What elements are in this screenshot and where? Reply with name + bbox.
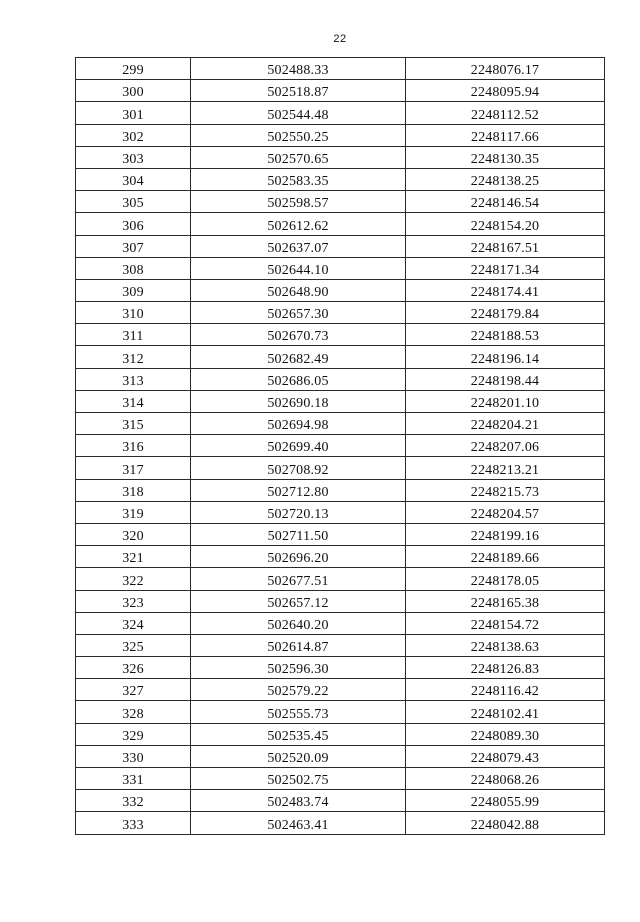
- x-coordinate-cell: 502696.20: [191, 546, 406, 568]
- point-number-cell: 313: [76, 368, 191, 390]
- point-number-cell: 332: [76, 790, 191, 812]
- y-coordinate-cell: 2248116.42: [406, 679, 605, 701]
- table-row: [76, 745, 605, 767]
- point-number-cell: 310: [76, 302, 191, 324]
- table-row: [76, 257, 605, 279]
- y-coordinate-cell: 2248154.72: [406, 612, 605, 634]
- table-row: [76, 58, 605, 80]
- x-coordinate-cell: 502637.07: [191, 235, 406, 257]
- y-coordinate-cell: 2248068.26: [406, 768, 605, 790]
- x-coordinate-cell: 502544.48: [191, 102, 406, 124]
- y-coordinate-cell: 2248154.20: [406, 213, 605, 235]
- point-number-cell: 322: [76, 568, 191, 590]
- table-row: [76, 235, 605, 257]
- table-row: [76, 390, 605, 412]
- y-coordinate-cell: 2248055.99: [406, 790, 605, 812]
- x-coordinate-cell: 502657.12: [191, 590, 406, 612]
- point-number-cell: 331: [76, 768, 191, 790]
- table-row: [76, 457, 605, 479]
- table-row: [76, 80, 605, 102]
- table-row: [76, 568, 605, 590]
- table-row: [76, 146, 605, 168]
- x-coordinate-cell: 502535.45: [191, 723, 406, 745]
- point-number-cell: 315: [76, 413, 191, 435]
- x-coordinate-cell: 502596.30: [191, 657, 406, 679]
- table-row: [76, 435, 605, 457]
- x-coordinate-cell: 502612.62: [191, 213, 406, 235]
- table-row: [76, 612, 605, 634]
- x-coordinate-cell: 502708.92: [191, 457, 406, 479]
- x-coordinate-cell: 502640.20: [191, 612, 406, 634]
- point-number-cell: 311: [76, 324, 191, 346]
- table-row: [76, 191, 605, 213]
- point-number-cell: 327: [76, 679, 191, 701]
- y-coordinate-cell: 2248213.21: [406, 457, 605, 479]
- point-number-cell: 330: [76, 745, 191, 767]
- table-row: [76, 413, 605, 435]
- table-row: [76, 324, 605, 346]
- x-coordinate-cell: 502579.22: [191, 679, 406, 701]
- y-coordinate-cell: 2248196.14: [406, 346, 605, 368]
- table-row: [76, 790, 605, 812]
- table-row: [76, 723, 605, 745]
- table-row: [76, 279, 605, 301]
- x-coordinate-cell: 502644.10: [191, 257, 406, 279]
- y-coordinate-cell: 2248138.25: [406, 168, 605, 190]
- x-coordinate-cell: 502670.73: [191, 324, 406, 346]
- y-coordinate-cell: 2248204.57: [406, 501, 605, 523]
- x-coordinate-cell: 502690.18: [191, 390, 406, 412]
- table-row: [76, 701, 605, 723]
- y-coordinate-cell: 2248165.38: [406, 590, 605, 612]
- point-number-cell: 303: [76, 146, 191, 168]
- x-coordinate-cell: 502518.87: [191, 80, 406, 102]
- point-number-cell: 319: [76, 501, 191, 523]
- x-coordinate-cell: 502502.75: [191, 768, 406, 790]
- table-row: [76, 590, 605, 612]
- y-coordinate-cell: 2248189.66: [406, 546, 605, 568]
- x-coordinate-cell: 502677.51: [191, 568, 406, 590]
- y-coordinate-cell: 2248198.44: [406, 368, 605, 390]
- table-row: [76, 657, 605, 679]
- table-row: [76, 679, 605, 701]
- coordinate-table-body: [76, 58, 605, 835]
- y-coordinate-cell: 2248171.34: [406, 257, 605, 279]
- x-coordinate-cell: 502555.73: [191, 701, 406, 723]
- y-coordinate-cell: 2248146.54: [406, 191, 605, 213]
- point-number-cell: 323: [76, 590, 191, 612]
- page-number: 22: [333, 33, 347, 45]
- x-coordinate-cell: 502598.57: [191, 191, 406, 213]
- table-row: [76, 546, 605, 568]
- point-number-cell: 333: [76, 812, 191, 835]
- table-row: [76, 302, 605, 324]
- x-coordinate-cell: 502657.30: [191, 302, 406, 324]
- point-number-cell: 308: [76, 257, 191, 279]
- point-number-cell: 302: [76, 124, 191, 146]
- y-coordinate-cell: 2248042.88: [406, 812, 605, 835]
- table-row: [76, 368, 605, 390]
- y-coordinate-cell: 2248179.84: [406, 302, 605, 324]
- table-row: [76, 102, 605, 124]
- x-coordinate-cell: 502682.49: [191, 346, 406, 368]
- table-row: [76, 124, 605, 146]
- y-coordinate-cell: 2248089.30: [406, 723, 605, 745]
- point-number-cell: 321: [76, 546, 191, 568]
- point-number-cell: 318: [76, 479, 191, 501]
- y-coordinate-cell: 2248199.16: [406, 523, 605, 545]
- y-coordinate-cell: 2248138.63: [406, 634, 605, 656]
- point-number-cell: 304: [76, 168, 191, 190]
- y-coordinate-cell: 2248095.94: [406, 80, 605, 102]
- point-number-cell: 299: [76, 58, 191, 80]
- y-coordinate-cell: 2248130.35: [406, 146, 605, 168]
- table-row: [76, 768, 605, 790]
- point-number-cell: 312: [76, 346, 191, 368]
- y-coordinate-cell: 2248174.41: [406, 279, 605, 301]
- point-number-cell: 325: [76, 634, 191, 656]
- coordinate-table: [75, 57, 605, 835]
- point-number-cell: 320: [76, 523, 191, 545]
- y-coordinate-cell: 2248201.10: [406, 390, 605, 412]
- y-coordinate-cell: 2248215.73: [406, 479, 605, 501]
- x-coordinate-cell: 502488.33: [191, 58, 406, 80]
- x-coordinate-cell: 502483.74: [191, 790, 406, 812]
- x-coordinate-cell: 502648.90: [191, 279, 406, 301]
- point-number-cell: 300: [76, 80, 191, 102]
- table-row: [76, 501, 605, 523]
- y-coordinate-cell: 2248207.06: [406, 435, 605, 457]
- point-number-cell: 306: [76, 213, 191, 235]
- point-number-cell: 309: [76, 279, 191, 301]
- x-coordinate-cell: 502614.87: [191, 634, 406, 656]
- y-coordinate-cell: 2248117.66: [406, 124, 605, 146]
- table-row: [76, 346, 605, 368]
- y-coordinate-cell: 2248188.53: [406, 324, 605, 346]
- y-coordinate-cell: 2248076.17: [406, 58, 605, 80]
- table-row: [76, 168, 605, 190]
- point-number-cell: 316: [76, 435, 191, 457]
- point-number-cell: 328: [76, 701, 191, 723]
- table-row: [76, 523, 605, 545]
- x-coordinate-cell: 502570.65: [191, 146, 406, 168]
- point-number-cell: 326: [76, 657, 191, 679]
- x-coordinate-cell: 502686.05: [191, 368, 406, 390]
- table-row: [76, 812, 605, 835]
- point-number-cell: 324: [76, 612, 191, 634]
- table-row: [76, 213, 605, 235]
- y-coordinate-cell: 2248204.21: [406, 413, 605, 435]
- x-coordinate-cell: 502712.80: [191, 479, 406, 501]
- x-coordinate-cell: 502699.40: [191, 435, 406, 457]
- y-coordinate-cell: 2248167.51: [406, 235, 605, 257]
- table-row: [76, 634, 605, 656]
- x-coordinate-cell: 502583.35: [191, 168, 406, 190]
- point-number-cell: 329: [76, 723, 191, 745]
- y-coordinate-cell: 2248112.52: [406, 102, 605, 124]
- x-coordinate-cell: 502463.41: [191, 812, 406, 835]
- y-coordinate-cell: 2248126.83: [406, 657, 605, 679]
- x-coordinate-cell: 502550.25: [191, 124, 406, 146]
- point-number-cell: 317: [76, 457, 191, 479]
- x-coordinate-cell: 502720.13: [191, 501, 406, 523]
- table-row: [76, 479, 605, 501]
- y-coordinate-cell: 2248178.05: [406, 568, 605, 590]
- y-coordinate-cell: 2248079.43: [406, 745, 605, 767]
- y-coordinate-cell: 2248102.41: [406, 701, 605, 723]
- point-number-cell: 301: [76, 102, 191, 124]
- point-number-cell: 307: [76, 235, 191, 257]
- point-number-cell: 305: [76, 191, 191, 213]
- x-coordinate-cell: 502711.50: [191, 523, 406, 545]
- x-coordinate-cell: 502694.98: [191, 413, 406, 435]
- point-number-cell: 314: [76, 390, 191, 412]
- x-coordinate-cell: 502520.09: [191, 745, 406, 767]
